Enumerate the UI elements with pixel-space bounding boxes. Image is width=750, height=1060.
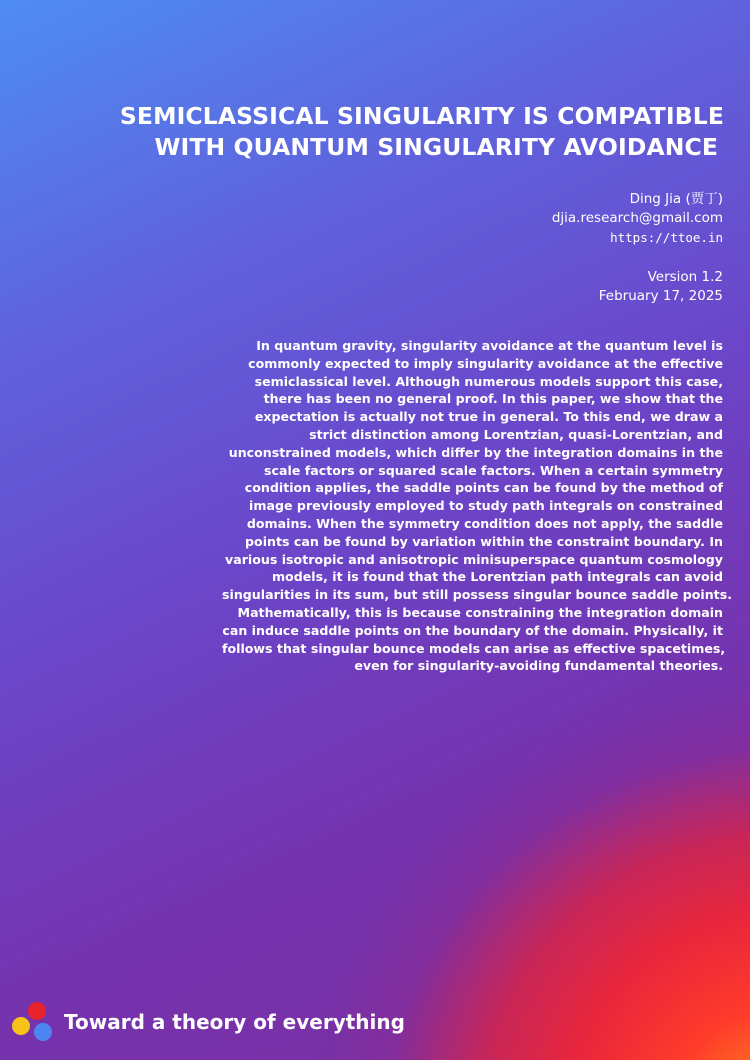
author-block: [552, 190, 723, 247]
abstract-line: follows that singular bounce models can arise as effective spacetimes,: [222, 640, 726, 656]
red-dot-icon: [28, 1002, 46, 1020]
abstract-line: unconstrained models, which differ by the integration domains in the: [228, 444, 723, 460]
author-email[interactable]: djia.research@gmail.com: [551, 210, 723, 226]
version-label: Version 1.2: [647, 269, 723, 285]
version-date: February 17, 2025: [598, 288, 723, 304]
footer: [10, 996, 410, 1046]
abstract-line: there has been no general proof. In this paper, we show that the: [263, 391, 723, 407]
title-line-2: WITH QUANTUM SINGULARITY AVOIDANCE: [154, 133, 718, 161]
author-website-link[interactable]: https://ttoe.in: [610, 230, 723, 245]
abstract-line: commonly expected to imply singularity avoidance at the effective: [248, 355, 723, 371]
abstract-line: can induce saddle points on the boundary of the domain. Physically, it: [222, 622, 723, 638]
author-name: Ding Jia (贾丁): [629, 191, 723, 207]
abstract-line: points can be found by variation within the constraint boundary. In: [245, 533, 723, 549]
abstract-line: In quantum gravity, singularity avoidance at the quantum level is: [256, 338, 723, 353]
abstract-line: image previously employed to study path integrals on constrained: [249, 498, 723, 514]
version-block: [599, 268, 723, 306]
footer-tagline: Toward a theory of everything: [64, 1010, 405, 1034]
three-dots-logo-icon: [10, 996, 56, 1042]
abstract-line: models, it is found that the Lorentzian path integrals can avoid: [271, 569, 723, 585]
abstract-line: scale factors or squared scale factors. When a certain symmetry: [264, 462, 723, 478]
abstract-line: strict distinction among Lorentzian, quasi-Lorentzian, and: [309, 426, 723, 442]
abstract: [222, 337, 732, 675]
abstract-line: singularities in its sum, but still possess singular bounce saddle points.: [222, 587, 732, 603]
abstract-line: condition applies, the saddle points can be found by the method of: [244, 480, 723, 496]
abstract-line: semiclassical level. Although numerous models support this case,: [254, 373, 723, 389]
yellow-dot-icon: [12, 1017, 30, 1035]
abstract-line: even for singularity-avoiding fundamental theories.: [354, 658, 723, 674]
title-line-1: SEMICLASSICAL SINGULARITY IS COMPATIBLE: [119, 102, 724, 130]
abstract-line: expectation is actually not true in general. To this end, we draw a: [254, 409, 723, 425]
abstract-line: Mathematically, this is because constraining the integration domain: [237, 604, 723, 620]
paper-title: [60, 101, 724, 163]
abstract-line: domains. When the symmetry condition does not apply, the saddle: [246, 515, 723, 531]
blue-dot-icon: [34, 1023, 52, 1041]
abstract-line: various isotropic and anisotropic minisuperspace quantum cosmology: [225, 551, 723, 567]
